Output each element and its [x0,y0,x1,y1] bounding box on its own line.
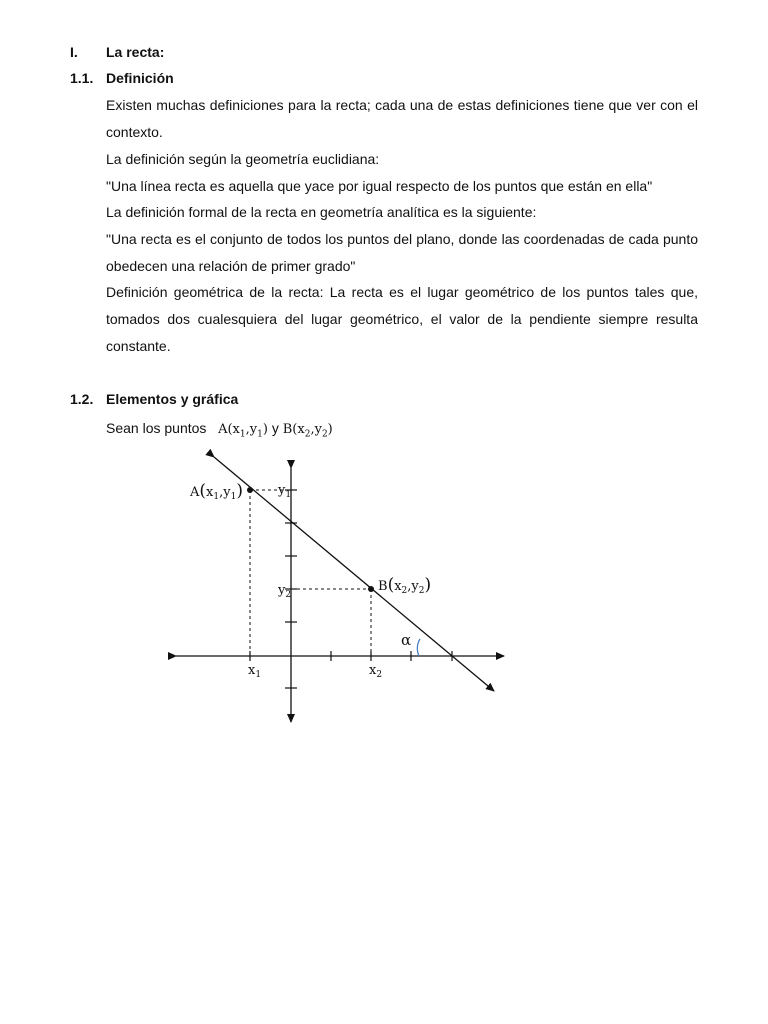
section-number: 1.2. [70,391,94,407]
points-intro: Sean los puntos [106,420,207,436]
section-title: La recta: [106,44,165,60]
section-title: Definición [106,70,174,86]
section-number: 1.1. [70,70,94,86]
point-b-notation: $B(x_2,y_2)$ [282,422,333,440]
label-point-b: $B(x_2,y_2)$ [378,575,432,596]
point-a-notation: $A(x_1,y_1)$ [218,422,268,440]
label-y2: $y_2$ [278,583,292,600]
label-x1: $x_1$ [248,663,262,680]
section-number: I. [70,44,78,60]
paragraph-geometric-definition: Definición geométrica de la recta: La recta es el lugar geométrico de los puntos tales que, tomados dos cualesquiera del lugar geométrico, el valor de la pendiente siempre resulta constante. [106,284,698,354]
paragraph-euclid-heading: La definición según la geometría euclidiana: [106,151,380,167]
label-x2: $x_2$ [369,663,383,680]
line-graph-figure [160,448,520,738]
paragraph-intro: Existen muchas definiciones para la recta; cada una de estas definiciones tiene que ver con el contexto. [106,97,698,140]
points-statement [106,416,333,447]
label-point-a: $A(x_1,y_1)$ [190,481,243,502]
points-conjunction: y [271,420,279,436]
paragraph-formal-quote: "Una recta es el conjunto de todos los puntos del plano, donde las coordenadas de cada punto obedecen una relación de primer grado" [106,231,698,274]
label-alpha: α [401,631,412,649]
point-b [368,586,374,592]
label-y1: $y_1$ [278,483,292,500]
section-title: Elementos y gráfica [106,391,239,407]
paragraph-euclid-quote: "Una línea recta es aquella que yace por igual respecto de los puntos que están en ella" [106,178,653,194]
point-a [247,487,253,493]
angle-arc [417,639,420,656]
paragraph-formal-heading: La definición formal de la recta en geometría analítica es la siguiente: [106,204,537,220]
